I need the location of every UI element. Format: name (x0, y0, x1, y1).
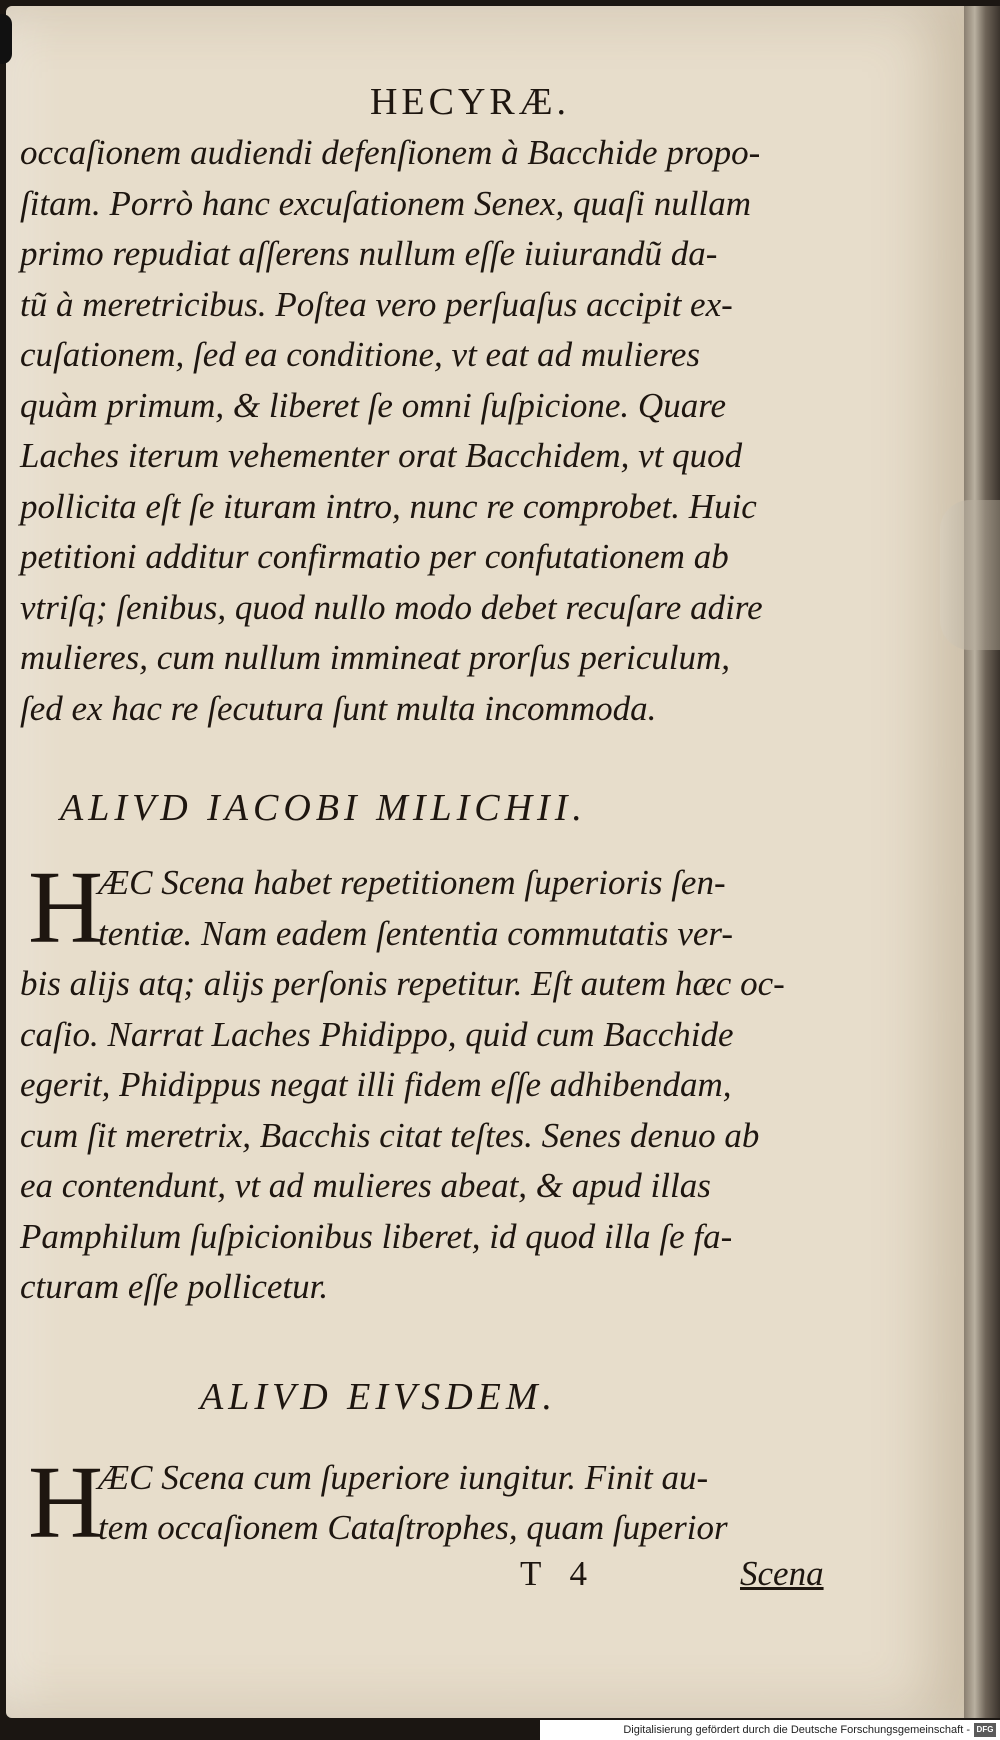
text-line: primo repudiat aſſerens nullum eſſe iuiurandũ da- (20, 234, 718, 273)
text-line: ÆC Scena cum ſuperiore iungitur. Finit au- (98, 1457, 709, 1497)
page-edge (964, 6, 1000, 1718)
paragraph-3 (20, 1444, 830, 1560)
paragraph-1 (20, 128, 830, 734)
text-line: bis alijs atq; alijs perſonis repetitur. Eſt autem hæc oc- (20, 964, 785, 1003)
text-line: quàm primum, & liberet ſe omni ſuſpicione. Quare (20, 385, 727, 425)
section-heading-2: ALIVD EIVSDEM. (200, 1375, 558, 1418)
text-line: cuſationem, ſed ea conditione, vt eat ad mulieres (20, 335, 701, 374)
text-line: petitioni additur confirmatio per confutationem ab (20, 537, 729, 576)
text-line: egerit, Phidippus negat illi fidem eſſe adhibendam, (20, 1065, 732, 1104)
section-heading-1: ALIVD IACOBI MILICHII. (60, 787, 587, 829)
credit-text: Digitalisierung gefördert durch die Deutsche Forschungsgemeinschaft - (623, 1724, 970, 1736)
text-line: Laches iterum vehementer orat Bacchidem, vt quod (20, 436, 743, 475)
text-line: caſio. Narrat Laches Phidippo, quid cum Bacchide (20, 1014, 734, 1054)
page-tab-shadow (940, 500, 1000, 650)
binding-mark (0, 14, 12, 64)
text-line: tem occaſionem Cataſtrophes, quam ſuperior (98, 1508, 728, 1547)
digitization-credit (540, 1720, 1000, 1740)
text-line: ſitam. Porrò hanc excuſationem Senex, quaſi nullam (20, 183, 751, 223)
page-footer-line (20, 1554, 830, 1604)
drop-cap: H (28, 1444, 104, 1560)
text-line: Pamphilum ſuſpicionibus liberet, id quod illa ſe fa- (20, 1216, 733, 1256)
text-line: ſed ex hac re ſecutura ſunt multa incommoda. (20, 688, 657, 728)
text-line: tũ à meretricibus. Poſtea vero perſuaſus accipit ex- (20, 284, 733, 324)
text-line: tentiæ. Nam eadem ſententia commutatis ver- (98, 913, 734, 953)
dfg-logo: DFG (974, 1723, 996, 1737)
text-line: mulieres, cum nullum immineat prorſus periculum, (20, 638, 730, 677)
paragraph-2 (20, 850, 830, 1313)
text-line: ÆC Scena habet repetitionem ſuperioris ſen- (98, 863, 726, 902)
running-head: HECYRÆ. (369, 81, 571, 123)
drop-cap: H (28, 850, 104, 965)
signature-mark: T 4 (520, 1553, 597, 1593)
text-line: cum ſit meretrix, Bacchis citat teſtes. Senes denuo ab (20, 1115, 760, 1155)
text-line: vtriſq; ſenibus, quod nullo modo debet recuſare adire (20, 587, 763, 627)
text-line: cturam eſſe pollicetur. (20, 1267, 329, 1306)
text-line: ea contendunt, vt ad mulieres abeat, & apud illas (20, 1166, 711, 1205)
text-line: pollicita eſt ſe ituram intro, nunc re comprobet. Huic (20, 486, 757, 526)
text-line: occaſionem audiendi defenſionem à Bacchide propo- (20, 133, 761, 172)
page-text (20, 80, 830, 1604)
catchword: Scena (740, 1553, 824, 1593)
